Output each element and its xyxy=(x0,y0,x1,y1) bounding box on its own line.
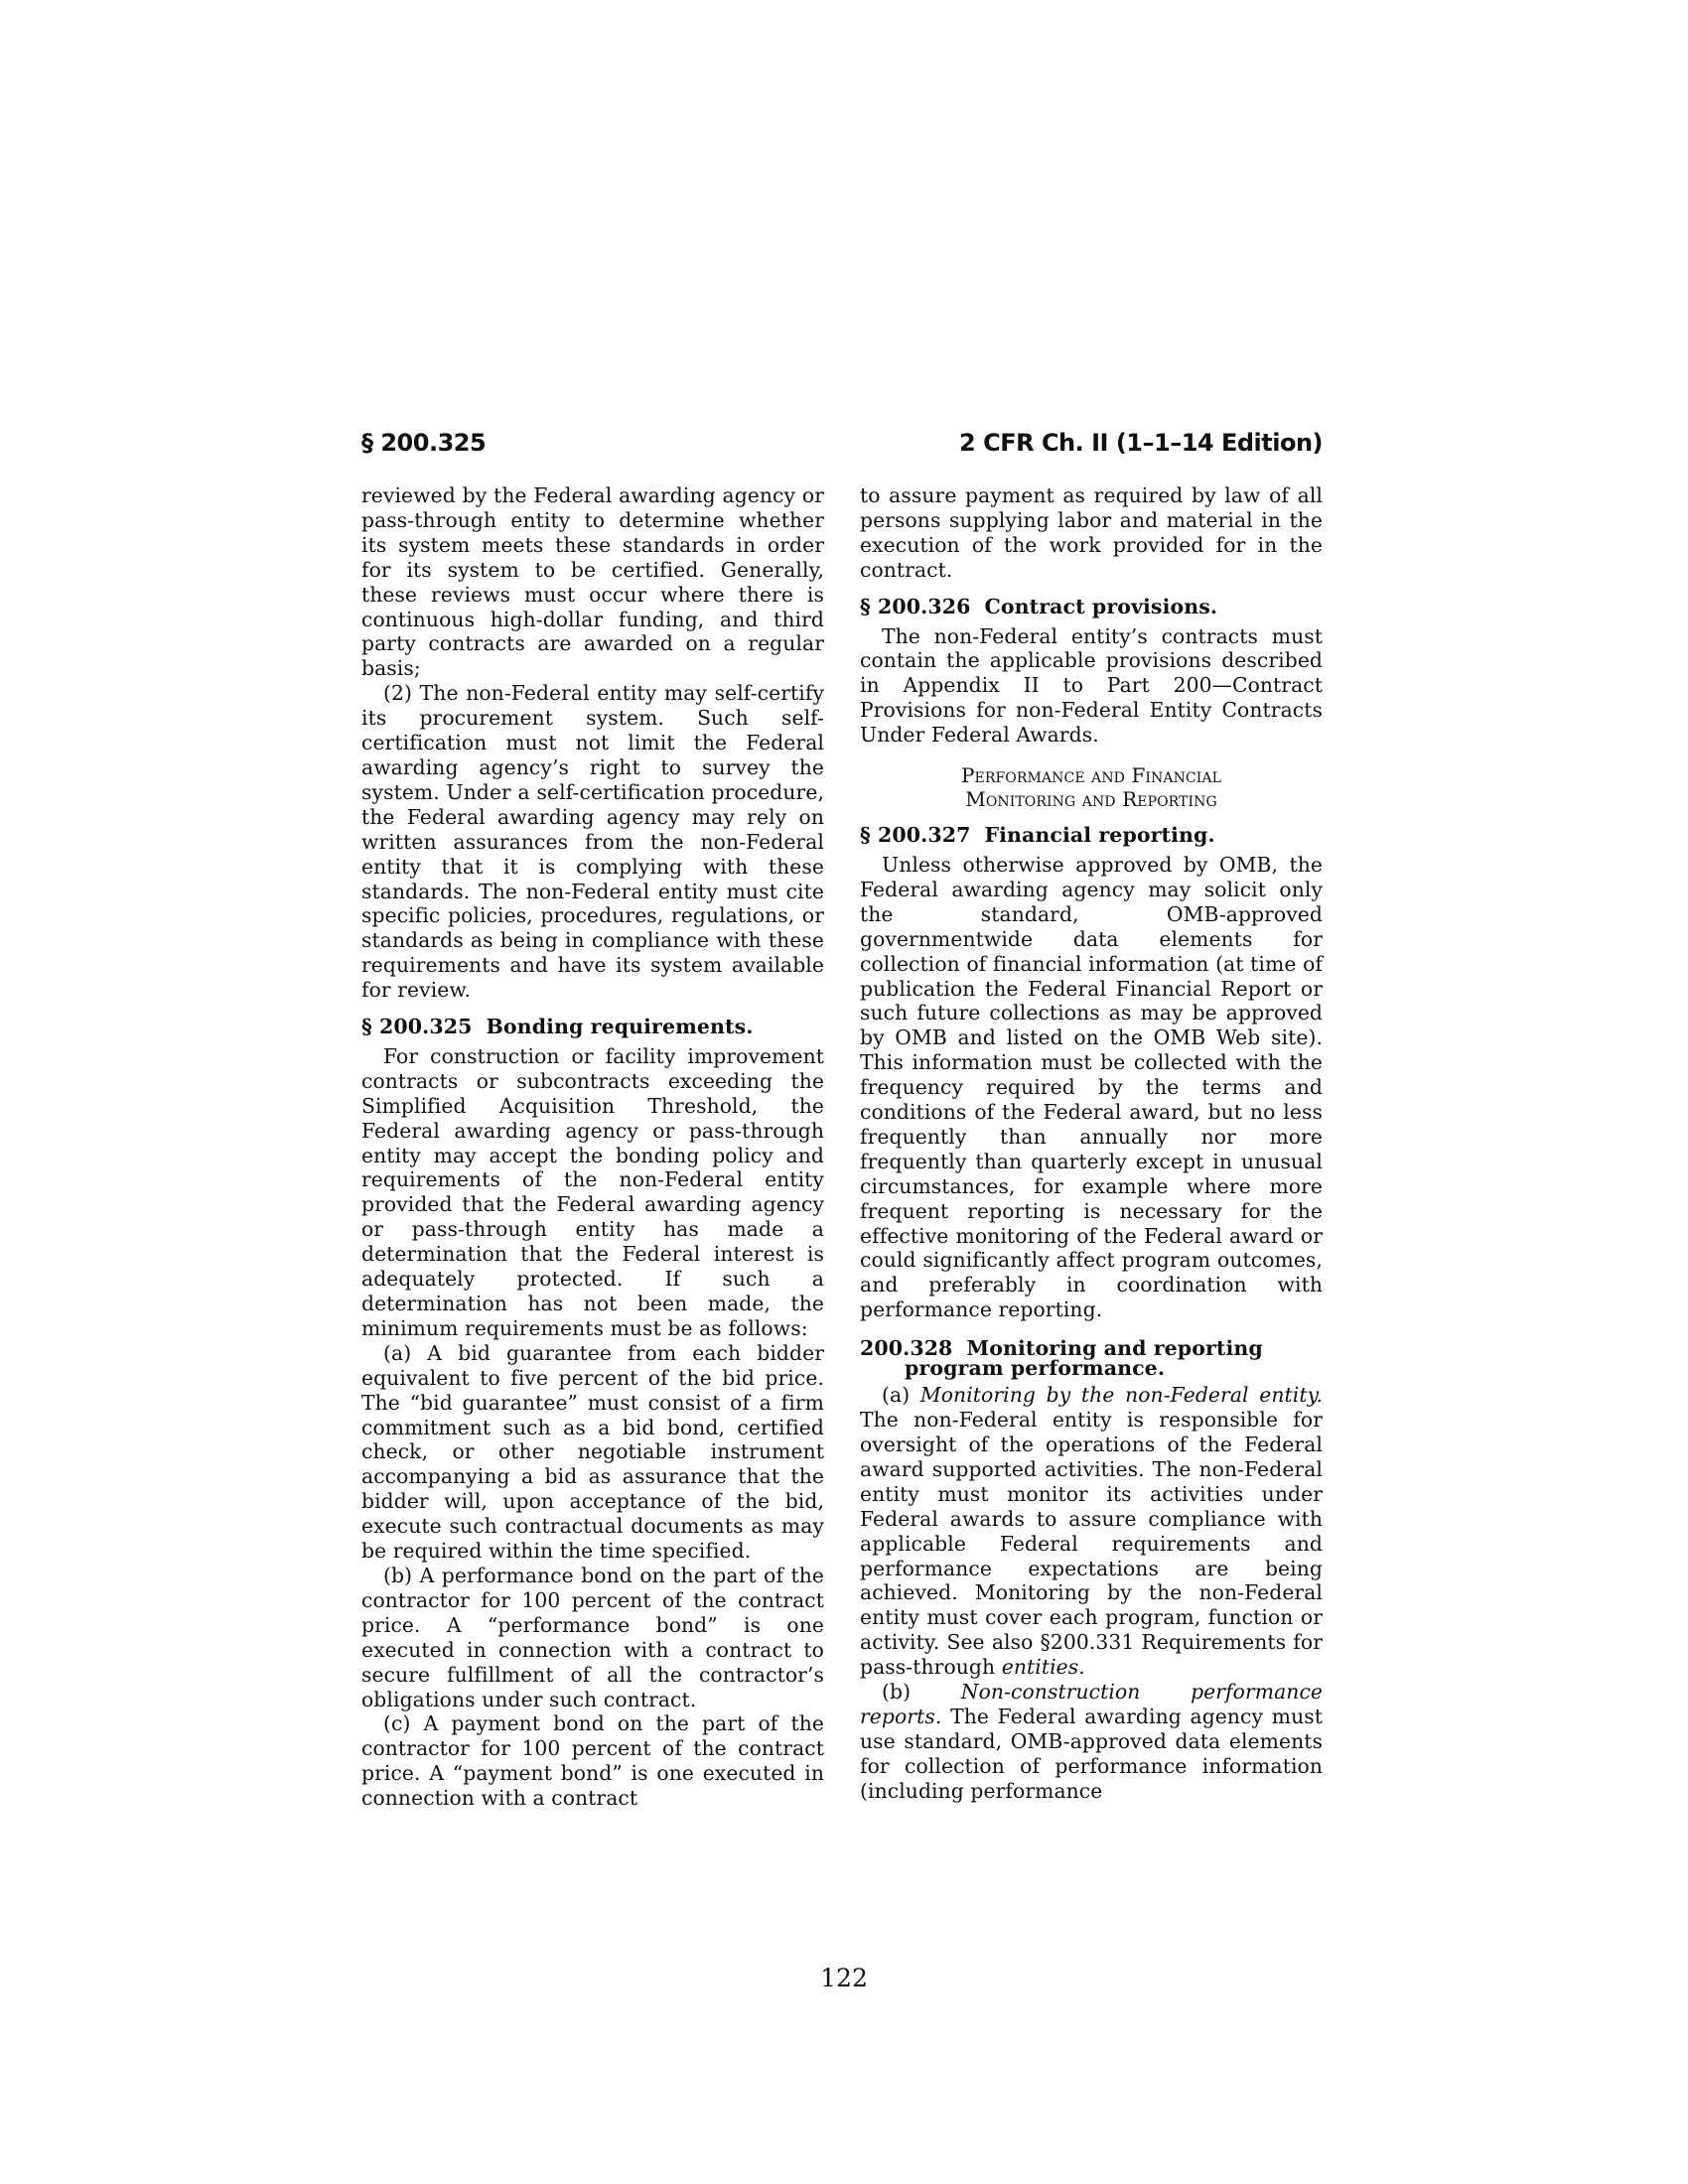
paragraph-tail: . xyxy=(1078,1655,1085,1680)
section-title: Contract provisions. xyxy=(984,594,1218,618)
paragraph-body: The Federal awarding agency must use standard, OMB-approved data elements for collection of performance information (including performance xyxy=(860,1704,1323,1803)
section-title: Monitoring and reporting program performance. xyxy=(905,1336,1263,1381)
section-number: 200.328 xyxy=(860,1336,953,1361)
section-number: § 200.325 xyxy=(361,1015,473,1039)
section-heading-200-328 xyxy=(860,1336,1323,1381)
paragraph-a-bid-guarantee: (a) A bid guarantee from each bidder equivalent to five percent of the bid price. The “bid guarantee” must consist of a firm commitment such as a bid bond, certified check, or other negotiable instrument accompanying a bid as assurance that the bidder will, upon acceptance of the bid, execute such contractual documents as may be required within the time specified. xyxy=(361,1340,824,1564)
paragraph-body: The non-Federal entity is responsible for oversight of the operations of the Federal award supported activities. The non-Federal entity must monitor its activities under Federal awards to assure compliance with applicable Federal requirements and performance expectations are being achieved. Monitoring by the non-Federal entity must cover each program, function or activity. See also §200.331 Requirements for pass-through xyxy=(860,1408,1323,1680)
subpart-heading-line-2: Monitoring and Reporting xyxy=(965,787,1217,812)
subpart-heading-line-1: Performance and Financial xyxy=(960,763,1222,788)
running-head-section: § 200.325 xyxy=(361,429,487,457)
page-number: 122 xyxy=(820,1964,868,1992)
section-200-325-intro: For construction or facility improvement contracts or subcontracts exceeding the Simplified Acquisition Threshold, the Federal awarding agency or pass-through entity may accept the bonding policy and requirements of the non-Federal entity provided that the Federal awarding agency or pass-through entity has made a determination that the Federal interest is adequately protected. If such a determination has not been made, the minimum requirements must be as follows: xyxy=(361,1043,824,1340)
paragraph-b-non-construction-reports xyxy=(860,1680,1323,1804)
right-column xyxy=(860,483,1323,1804)
paragraph-label: (b) xyxy=(882,1680,912,1705)
continued-paragraph: to assure payment as required by law of all persons supplying labor and material in the execution of the work provided for in the contract. xyxy=(860,483,1323,582)
section-title: Bonding requirements. xyxy=(486,1015,754,1039)
section-number: § 200.326 xyxy=(860,594,971,618)
running-head-title: 2 CFR Ch. II (1–1–14 Edition) xyxy=(959,429,1323,457)
section-heading-200-327 xyxy=(860,823,1323,848)
subpart-heading xyxy=(860,763,1323,811)
section-heading-200-326 xyxy=(860,595,1323,619)
section-200-327-body: Unless otherwise approved by OMB, the Federal awarding agency may solicit only the standard, OMB-approved governmentwide data elements for collection of financial information (at time of publication the Federal Financial Report or such future collections as may be approved by OMB and listed on the OMB Web site). This information must be collected with the frequency required by the terms and conditions of the Federal award, but no less frequently than annually nor more frequently than quarterly except in unusual circumstances, for example where more frequent reporting is necessary for the effective monitoring of the Federal award or could significantly affect program outcomes, and preferably in coordination with performance reporting. xyxy=(860,852,1323,1322)
section-number: § 200.327 xyxy=(860,823,971,848)
paragraph-2: (2) The non-Federal entity may self-certify its procurement system. Such self-certification must not limit the Federal awarding agency’s right to survey the system. Under a self-certification procedure, the Federal awarding agency may rely on written assurances from the non-Federal entity that it is complying with these standards. The non-Federal entity must cite specific policies, procedures, regulations, or standards as being in compliance with these requirements and have its system available for review. xyxy=(361,681,824,1003)
section-heading-200-325 xyxy=(361,1015,824,1039)
paragraph-a-monitoring xyxy=(860,1383,1323,1680)
paragraph-label: (a) xyxy=(882,1383,911,1408)
paragraph-heading-italic: Non-construction performance reports. xyxy=(860,1680,1324,1728)
paragraph-b-performance-bond: (b) A performance bond on the part of the contractor for 100 percent of the contract price. A “performance bond” is one executed in connection with a contract to secure fulfillment of all the contractor’s obligations under such contract. xyxy=(361,1563,824,1711)
continued-paragraph: reviewed by the Federal awarding agency or pass-through entity to determine whether its system meets these standards in order for its system to be certified. Generally, these reviews must occur where there is continuous high-dollar funding, and third party contracts are awarded on a regular basis; xyxy=(361,483,824,681)
section-title: Financial reporting. xyxy=(984,823,1215,848)
left-column xyxy=(361,483,824,1811)
paragraph-italic-tail: entities xyxy=(1001,1655,1079,1680)
paragraph-heading-italic: Monitoring by the non-Federal entity. xyxy=(919,1383,1323,1408)
paragraph-c-payment-bond: (c) A payment bond on the part of the contractor for 100 percent of the contract price. A “payment bond” is one executed in connection with a contract xyxy=(361,1711,824,1811)
section-200-326-body: The non-Federal entity’s contracts must contain the applicable provisions described in Appendix II to Part 200—Contract Provisions for non-Federal Entity Contracts Under Federal Awards. xyxy=(860,623,1323,748)
